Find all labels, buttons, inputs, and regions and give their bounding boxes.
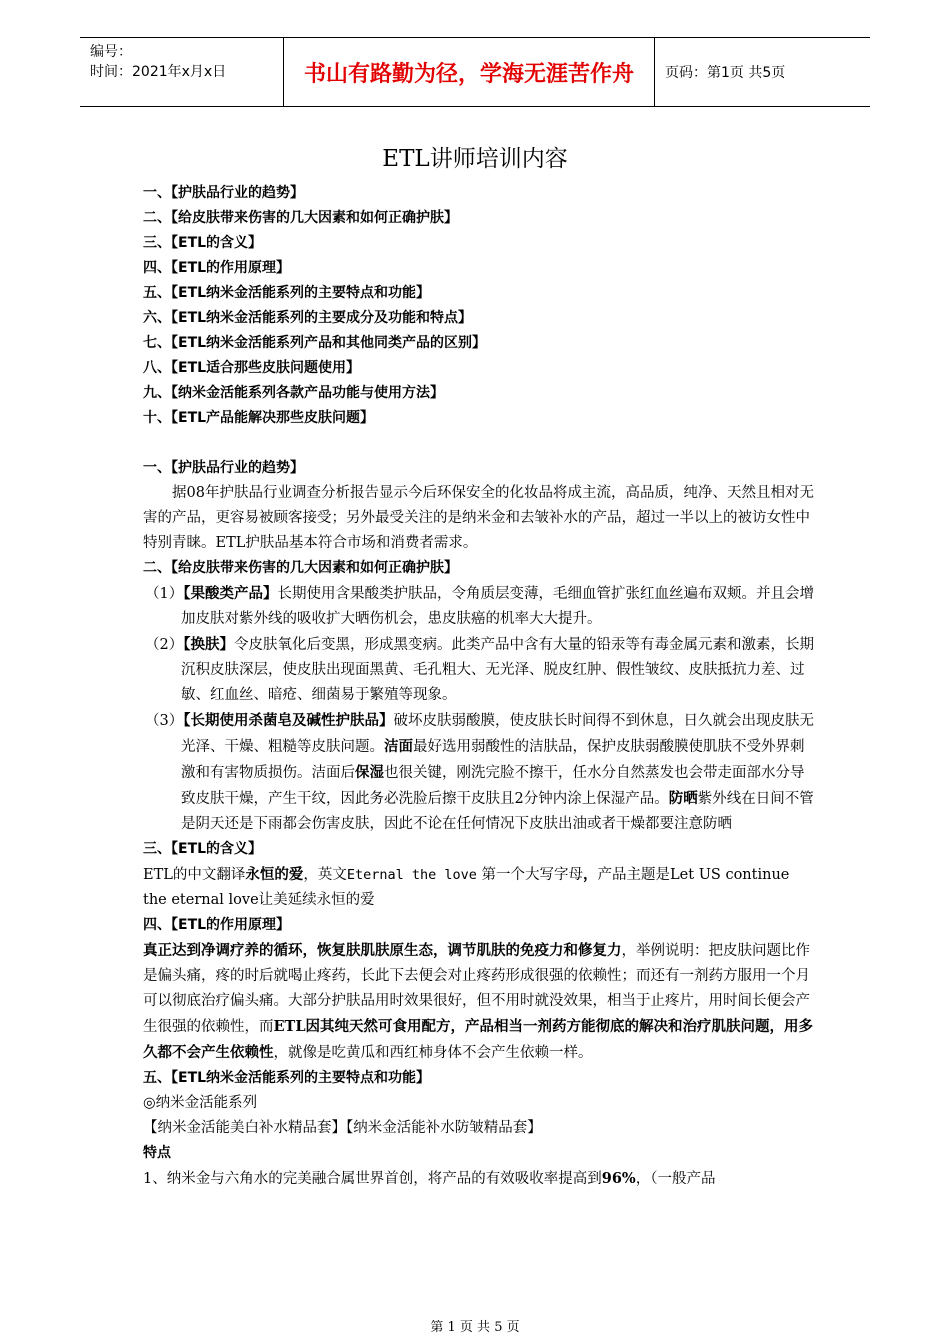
section-4-body: 真正达到净调疗养的循环，恢复肤肌肤原生态，调节肌肤的免疫力和修复力，举例说明：把皮肤问题比作是偏头痛，疼的时后就喝止疼药，长此下去便会对止疼药形成很强的依赖性；而还有一剂药方服用一个月可以彻底治疗偏头痛。大部分护肤品用时效果很好，但不用时就没效果，相当于止疼片，用时间长便会产生很强的依赖性，而ETL因其纯天然可食用配方，产品相当一剂药方能彻底的解决和治疗肌肤问题，用多久都不会产生依赖性，就像是吃黄瓜和西红柿身体不会产生依赖一样。 xyxy=(143,942,814,1061)
series-label: ◎纳米金活能系列 xyxy=(143,1095,258,1111)
document-number-label: 编号： xyxy=(90,44,132,60)
section-2-item-1: （1）【果酸类产品】长期使用含果酸类护肤品，令角质层变薄，毛细血管扩张红血丝遍布双颊。并且会增加皮肤对紫外线的吸收扩大晒伤机会，患皮肤癌的机率大大提升。 xyxy=(145,585,814,627)
document-body xyxy=(143,181,815,1192)
toc-item: 十、【ETL产品能解决那些皮肤问题】 xyxy=(143,410,375,426)
toc-item: 六、【ETL纳米金活能系列的主要成分及功能和特点】 xyxy=(143,310,473,326)
table-of-contents xyxy=(143,181,815,431)
toc-item: 七、【ETL纳米金活能系列产品和其他同类产品的区别】 xyxy=(143,335,487,351)
page-header xyxy=(80,37,870,107)
document-title: ETL讲师培训内容 xyxy=(382,146,568,172)
toc-item: 四、【ETL的作用原理】 xyxy=(143,260,291,276)
toc-item: 八、【ETL适合那些皮肤问题使用】 xyxy=(143,360,361,376)
toc-item: 三、【ETL的含义】 xyxy=(143,235,263,251)
toc-item: 二、【给皮肤带来伤害的几大因素和如何正确护肤】 xyxy=(143,210,458,226)
page-footer: 第 1 页 共 5 页 xyxy=(430,1320,520,1335)
document-date: 时间：2021年x月x日 xyxy=(90,64,227,80)
section-heading-3: 三、【ETL的含义】 xyxy=(143,841,263,857)
section-heading-2: 二、【给皮肤带来伤害的几大因素和如何正确护肤】 xyxy=(143,560,458,576)
feature-1: 1、纳米金与六角水的完美融合属世界首创，将产品的有效吸收率提高到96%，（一般产品 xyxy=(143,1170,716,1187)
header-motto: 书山有路勤为径，学海无涯苦作舟 xyxy=(283,38,655,106)
toc-item: 一、【护肤品行业的趋势】 xyxy=(143,185,304,201)
header-page-info: 页码：第1页 共5页 xyxy=(665,65,786,81)
section-3-body: ETL的中文翻译永恒的爱，英文Eternal the love 第一个大写字母，产品主题是Let US continue the eternal love让美延续永恒的爱 xyxy=(143,866,790,908)
section-heading-4: 四、【ETL的作用原理】 xyxy=(143,917,291,933)
section-heading-1: 一、【护肤品行业的趋势】 xyxy=(143,460,304,476)
section-heading-5: 五、【ETL纳米金活能系列的主要特点和功能】 xyxy=(143,1070,431,1086)
product-sets: 【纳米金活能美白补水精品套】【纳米金活能补水防皱精品套】 xyxy=(143,1120,542,1136)
toc-item: 九、【纳米金活能系列各款产品功能与使用方法】 xyxy=(143,385,444,401)
section-2-item-2: （2）【换肤】令皮肤氧化后变黑，形成黑变病。此类产品中含有大量的铅汞等有毒金属元素和激素，长期沉积皮肤深层，使皮肤出现面黑黄、毛孔粗大、无光泽、脱皮红肿、假性皱纹、皮肤抵抗力差、过敏、红血丝、暗疮、细菌易于繁殖等现象。 xyxy=(145,636,814,703)
toc-item: 五、【ETL纳米金活能系列的主要特点和功能】 xyxy=(143,285,431,301)
header-meta xyxy=(90,42,280,82)
section-1-body: 据08年护肤品行业调查分析报告显示今后环保安全的化妆品将成主流，高品质，纯净、天然且相对无害的产品，更容易被顾客接受；另外最受关注的是纳米金和去皱补水的产品，超过一半以上的被访女性中特别青睐。ETL护肤品基本符合市场和消费者需求。 xyxy=(143,485,814,551)
section-2-item-3: （3）【长期使用杀菌皂及碱性护肤品】破坏皮肤弱酸膜，使皮肤长时间得不到休息，日久就会出现皮肤无光泽、干燥、粗糙等皮肤问题。洁面最好选用弱酸性的洁肤品，保护皮肤弱酸膜使肌肤不受外界刺激和有害物质损伤。洁面后保湿也很关键，刚洗完脸不擦干，任水分自然蒸发也会带走面部水分导致皮肤干燥，产生干纹，因此务必洗脸后擦干皮肤且2分钟内涂上保湿产品。防晒紫外线在日间不管是阴天还是下雨都会伤害皮肤，因此不论在任何情况下皮肤出油或者干燥都要注意防晒 xyxy=(145,712,814,832)
features-label: 特点 xyxy=(143,1145,171,1161)
